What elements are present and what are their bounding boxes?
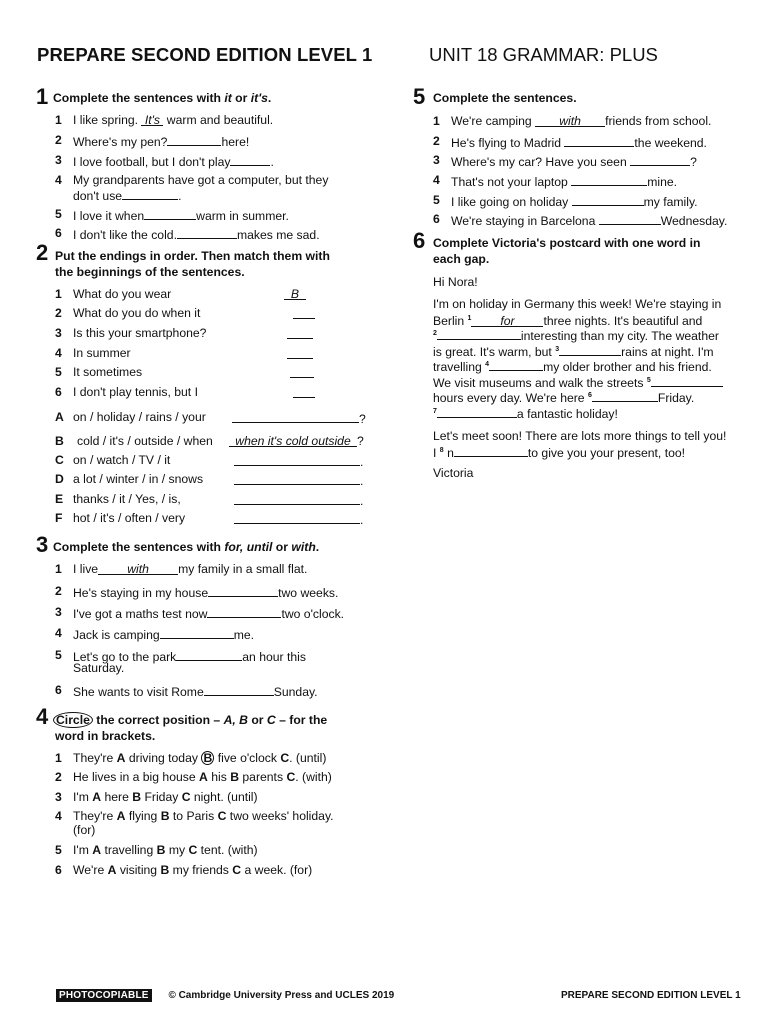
answer-blank[interactable] — [144, 207, 196, 220]
section-2-instruction: Put the endings in order. Then match them with — [55, 249, 330, 263]
s4-item-4-line2: (for) — [73, 823, 96, 837]
option-c[interactable]: C — [280, 751, 290, 765]
left-column: 1 Complete the sentences with it or it's. 1 I like spring. It's warm and beautiful. 2 Where's my pen? here! 3 I love football, but I don't play . 4 My grandparents have got a computer, but they don't use . 5 I love it when warm in summer. 6 I don't like the cold. makes me sad. 2 Put the endings in order. Then match them with the beginnings of the sentences. 1 What do you wear B 2 What do you do when it 3 Is this your smartphone? 4 In summer 5 It sometimes 6 I don't play tennis, but I A on / holiday / rains / your ? B cold / it's / outside / when when it's cold outside ? C on / watch / TV / it . D a lot / winter / in / snows . E thanks / it / Yes, / is, . F hot / it's / often / very . 3 Complete the sentences with for, until or with. 1 I live with my family in a small flat. 2 He's staying in my house two weeks. 3 I've got a maths test now two o'clock. 4 Jack is camping me. 5 Let's go to the park an hour this Saturday. 6 She wants to visit Rome Sunday. 4 Circle the correct position – A, B or C – for the word in brackets. 1 They're A driving today B five o'clock C. (until) 2 He lives in a big house A his B parents C. (with) 3 I'm A here B Friday C night. (until) 4 They're A flying B to Paris C two weeks' holiday. (for) 5 I'm A travelling B my C tent. (with) 6 We're A visiting B my friends C a week. (for) — [36, 84, 366, 877]
answer-blank[interactable] — [230, 153, 270, 166]
answer-blank[interactable] — [208, 584, 278, 597]
postcard-line: $^2$ interesting than my city. The weather — [433, 329, 719, 344]
answer-blank[interactable]: It's — [141, 113, 163, 126]
postcard-line: We visit museums and walk the streets $^5$ — [433, 374, 723, 390]
option-b[interactable]: B — [160, 809, 170, 823]
answer-blank[interactable]: with — [535, 114, 605, 127]
option-c[interactable]: C — [181, 790, 191, 804]
ending-blank[interactable]: when it's cold outside — [229, 434, 357, 447]
section-4-instruction-line2: word in brackets. — [55, 729, 156, 743]
section-3-instruction: Complete the sentences with for, until or with. — [53, 540, 320, 554]
section-5-instruction: Complete the sentences. — [433, 91, 577, 105]
answer-blank[interactable] — [204, 683, 274, 696]
match-blank[interactable] — [290, 365, 314, 378]
option-b-circled[interactable]: B — [201, 751, 214, 765]
section-6-instruction: Complete Victoria's postcard with one word in — [433, 236, 701, 250]
unit-title: UNIT 18 GRAMMAR: PLUS — [429, 44, 658, 65]
option-c[interactable]: C — [217, 809, 227, 823]
postcard-blank-6[interactable] — [592, 389, 658, 402]
section-1-number: 1 — [36, 84, 49, 109]
section-4-number: 4 — [36, 704, 49, 729]
option-c[interactable]: C — [232, 863, 242, 877]
ending-blank[interactable] — [232, 410, 359, 423]
option-c[interactable]: C — [286, 770, 296, 784]
section-3-number: 3 — [36, 532, 49, 557]
answer-blank[interactable] — [176, 648, 242, 661]
ending-blank[interactable] — [234, 472, 360, 485]
section-1-instruction: Complete the sentences with it or it's. — [53, 91, 272, 105]
postcard-blank-5[interactable] — [651, 374, 723, 387]
footer-left — [56, 990, 394, 1001]
postcard-line: I $^8$ n to give you your present, too! — [433, 446, 686, 461]
postcard-line: is great. It's warm, but $^3$ rains at night. I'm — [433, 345, 714, 360]
answer-blank[interactable] — [599, 212, 661, 225]
option-a[interactable]: A — [92, 843, 102, 857]
answer-blank[interactable] — [167, 133, 221, 146]
option-a[interactable]: A — [107, 863, 117, 877]
section-4-instruction: Circle the correct position – A, B or C – for the — [53, 713, 327, 728]
postcard-line: I'm on holiday in Germany this week! We're staying in — [433, 297, 722, 311]
answer-blank[interactable] — [160, 626, 234, 639]
answer-blank[interactable]: with — [98, 562, 178, 575]
circled-word: Circle — [53, 712, 93, 728]
section-6-number: 6 — [413, 228, 426, 253]
answer-blank[interactable] — [572, 193, 644, 206]
book-title: PREPARE SECOND EDITION LEVEL 1 — [37, 44, 373, 65]
section-5-number: 5 — [413, 84, 426, 109]
match-blank[interactable] — [287, 346, 313, 359]
section-6-instruction-line2: each gap. — [433, 252, 490, 266]
section-2-instruction-line2: the beginnings of the sentences. — [55, 265, 245, 279]
match-blank[interactable] — [287, 326, 313, 339]
ending-blank[interactable] — [234, 511, 360, 524]
option-c[interactable]: C — [188, 843, 198, 857]
answer-blank[interactable] — [122, 187, 178, 200]
postcard-blank-1[interactable]: for — [471, 314, 543, 327]
right-column: 5 Complete the sentences. 1 We're camping with friends from school. 2 He's flying to Madrid the weekend. 3 Where's my car? Have you seen ? 4 That's not your laptop mine. 5 I like going on holiday my family. 6 We're staying in Barcelona Wednesday. 6 Complete Victoria's postcard with one word in each gap. Hi Nora! I'm on holiday in Germany this week! We're staying in Berlin $^1$ for three nights. It's beautiful and $^2$ interesting than my city. The weather is great. It's warm, but $^3$ rains at night. I'm travelling $^4$ my older brother and his friend. We visit museums and walk the streets $^5$ hours every day. We're here $^6$ Friday. $^7$ a fantastic holiday! Let's meet soon! There are lots more things to tell you! I $^8$ n to give you your present, too! Victoria — [413, 84, 728, 480]
copyright-text: © Cambridge University Press and UCLES 2019 — [168, 990, 395, 1001]
postcard-line: Let's meet soon! There are lots more things to tell you! — [433, 429, 727, 443]
answer-blank[interactable] — [177, 226, 237, 239]
option-b[interactable]: B — [156, 843, 166, 857]
postcard-signature: Victoria — [433, 466, 474, 480]
answer-blank[interactable] — [207, 605, 281, 618]
postcard-line: travelling $^4$ my older brother and his friend. — [433, 360, 712, 375]
ending-blank[interactable] — [234, 492, 360, 505]
ending-blank[interactable] — [234, 453, 360, 466]
match-blank[interactable] — [293, 385, 315, 398]
option-a[interactable]: A — [116, 809, 126, 823]
match-blank[interactable] — [293, 306, 315, 319]
postcard-line: $^7$ a fantastic holiday! — [433, 407, 618, 422]
option-b[interactable]: B — [132, 790, 142, 804]
footer-right: PREPARE SECOND EDITION LEVEL 1 — [561, 990, 741, 1001]
s3-item-5-line2: Saturday. — [73, 661, 125, 675]
option-a[interactable]: A — [92, 790, 102, 804]
postcard-line: Berlin $^1$ for three nights. It's beautiful and — [433, 314, 703, 329]
postcard-blank-2[interactable] — [437, 327, 521, 340]
option-b[interactable]: B — [160, 863, 170, 877]
postcard-blank-7[interactable] — [437, 405, 517, 418]
postcard-line: hours every day. We're here $^6$ Friday. — [433, 391, 695, 406]
postcard-blank-8[interactable] — [454, 444, 528, 457]
answer-blank[interactable] — [564, 134, 634, 147]
section-2-number: 2 — [36, 240, 49, 265]
match-blank[interactable]: B — [284, 287, 306, 300]
page-header — [37, 44, 737, 68]
option-b[interactable]: B — [230, 770, 239, 784]
postcard-blank-4[interactable] — [489, 358, 543, 371]
postcard-greeting: Hi Nora! — [433, 275, 478, 289]
s1-item-4-line2: don't use . — [73, 189, 182, 203]
postcard-blank-3[interactable] — [559, 343, 621, 356]
answer-blank[interactable] — [630, 153, 690, 166]
option-a[interactable]: A — [199, 770, 208, 784]
photocopiable-badge: PHOTOCOPIABLE — [56, 989, 152, 1002]
option-a[interactable]: A — [116, 751, 126, 765]
answer-blank[interactable] — [571, 173, 647, 186]
